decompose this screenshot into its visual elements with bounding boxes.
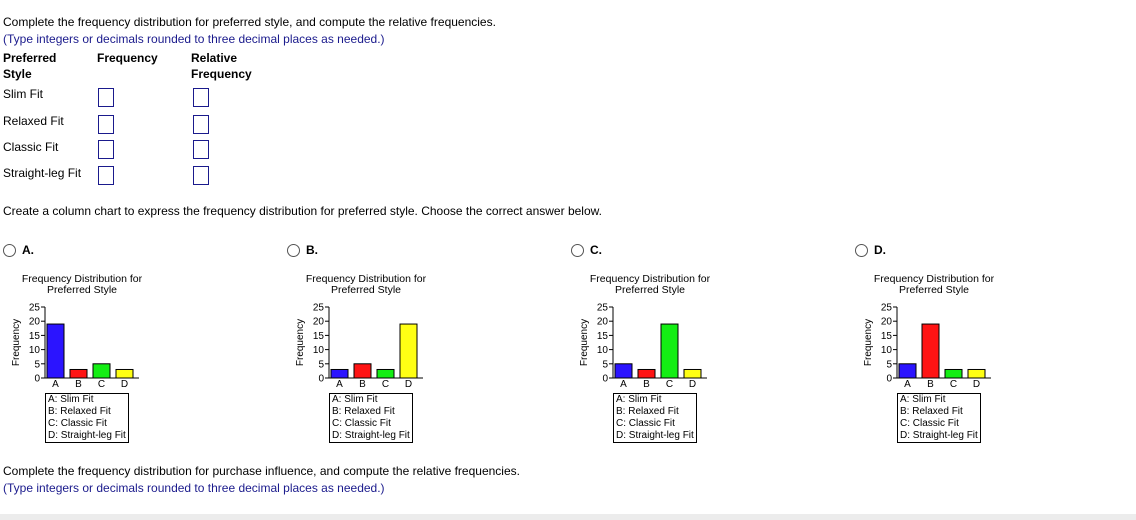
chart-c-ytick-label: 20 <box>596 316 608 328</box>
legend-a-item-4: D: Straight-leg Fit <box>48 430 126 441</box>
radio-a[interactable] <box>3 244 16 257</box>
legend-c-item-4: D: Straight-leg Fit <box>616 430 694 441</box>
option-a-label[interactable]: A. <box>22 243 34 257</box>
relative-frequency-input-slim-fit[interactable] <box>193 88 209 107</box>
header-relfreq-line2: Frequency <box>191 67 252 81</box>
chart-c-category-label: C <box>665 379 674 390</box>
chart-d-ytick-label: 15 <box>880 330 892 342</box>
option-b-label[interactable]: B. <box>306 243 318 257</box>
chart-c-bar-b <box>638 369 655 378</box>
option-c-label[interactable]: C. <box>590 243 602 257</box>
legend-d-item-4: D: Straight-leg Fit <box>900 430 978 441</box>
chart-d-ylabel: Frequency <box>863 318 874 367</box>
chart-d <box>852 294 1002 392</box>
radio-c[interactable] <box>571 244 584 257</box>
table-header-style <box>3 50 56 82</box>
chart-b-bar-a <box>331 369 348 378</box>
chart-a-title-line1: Frequency Distribution for <box>21 273 143 285</box>
chart-d-category-label: D <box>972 379 981 390</box>
legend-c-item-1: A: Slim Fit <box>616 394 662 405</box>
chart-b-title-line1: Frequency Distribution for <box>305 273 427 285</box>
chart-c-ytick-label: 25 <box>596 302 608 314</box>
radio-d[interactable] <box>855 244 868 257</box>
legend-b-item-2: B: Relaxed Fit <box>332 406 395 417</box>
header-style-line2: Style <box>3 67 32 81</box>
chart-b-bar-c <box>377 369 394 378</box>
question-instruction: (Type integers or decimals rounded to three decimal places as needed.) <box>3 32 385 46</box>
frequency-input-straight-leg-fit[interactable] <box>98 166 114 185</box>
chart-c-legend <box>613 393 697 443</box>
chart-a-ytick-label: 20 <box>28 316 40 328</box>
chart-a-ytick-label: 25 <box>28 302 40 314</box>
chart-b-category-label: A <box>336 379 343 390</box>
legend-c-item-3: C: Classic Fit <box>616 418 675 429</box>
chart-b-ytick-label: 25 <box>312 302 324 314</box>
legend-b-item-4: D: Straight-leg Fit <box>332 430 410 441</box>
header-style-line1: Preferred <box>3 51 57 65</box>
chart-c-category-label: B <box>643 379 650 390</box>
chart-d-category-label: B <box>927 379 934 390</box>
chart-a <box>0 294 150 392</box>
next-question-prompt: Complete the frequency distribution for purchase influence, and compute the relative frequencies. <box>3 464 520 478</box>
chart-d-bar-b <box>922 324 939 378</box>
next-question-instruction: (Type integers or decimals rounded to three decimal places as needed.) <box>3 481 385 495</box>
chart-prompt: Create a column chart to express the frequency distribution for preferred style. Choose the correct answer below. <box>3 204 602 218</box>
chart-b-category-label: C <box>381 379 390 390</box>
chart-b-ytick-label: 10 <box>312 345 324 357</box>
frequency-input-slim-fit[interactable] <box>98 88 114 107</box>
chart-d-bar-a <box>899 364 916 378</box>
chart-b-bar-d <box>400 324 417 378</box>
legend-c-item-2: B: Relaxed Fit <box>616 406 679 417</box>
chart-a-category-label: B <box>75 379 82 390</box>
relative-frequency-input-relaxed-fit[interactable] <box>193 115 209 134</box>
chart-b-category-label: B <box>359 379 366 390</box>
question-prompt: Complete the frequency distribution for preferred style, and compute the relative frequencies. <box>3 15 496 29</box>
chart-d-title-line2: Preferred Style <box>898 284 970 296</box>
chart-b-bar-b <box>354 364 371 378</box>
legend-a-item-1: A: Slim Fit <box>48 394 94 405</box>
chart-d-ytick-label: 20 <box>880 316 892 328</box>
legend-b-item-3: C: Classic Fit <box>332 418 391 429</box>
chart-d-legend <box>897 393 981 443</box>
row-label-slim-fit: Slim Fit <box>3 87 43 101</box>
chart-b-ylabel: Frequency <box>295 318 306 367</box>
chart-a-legend <box>45 393 129 443</box>
chart-c-ylabel: Frequency <box>579 318 590 367</box>
chart-b <box>284 294 434 392</box>
chart-a-ylabel: Frequency <box>11 318 22 367</box>
row-label-classic-fit: Classic Fit <box>3 140 59 154</box>
radio-b[interactable] <box>287 244 300 257</box>
chart-b-ytick-label: 15 <box>312 330 324 342</box>
chart-a-ytick-label: 0 <box>34 373 40 385</box>
table-header-frequency: Frequency <box>97 51 158 65</box>
chart-d-category-label: A <box>904 379 911 390</box>
legend-a-item-2: B: Relaxed Fit <box>48 406 111 417</box>
chart-a-category-label: A <box>52 379 59 390</box>
chart-c-ytick-label: 15 <box>596 330 608 342</box>
chart-a-ytick-label: 15 <box>28 330 40 342</box>
chart-c-title-line2: Preferred Style <box>614 284 686 296</box>
chart-d-ytick-label: 25 <box>880 302 892 314</box>
chart-c-ytick-label: 0 <box>602 373 608 385</box>
chart-c-category-label: D <box>688 379 697 390</box>
chart-c-bar-a <box>615 364 632 378</box>
chart-b-title <box>276 274 456 296</box>
chart-c <box>568 294 718 392</box>
chart-a-bar-d <box>116 369 133 378</box>
chart-a-bar-b <box>70 369 87 378</box>
legend-d-item-2: B: Relaxed Fit <box>900 406 963 417</box>
chart-d-title <box>844 274 1024 296</box>
frequency-input-relaxed-fit[interactable] <box>98 115 114 134</box>
chart-b-category-label: D <box>404 379 413 390</box>
chart-d-category-label: C <box>949 379 958 390</box>
chart-c-title <box>560 274 740 296</box>
chart-d-ytick-label: 5 <box>886 359 892 371</box>
chart-c-ytick-label: 5 <box>602 359 608 371</box>
relative-frequency-input-straight-leg-fit[interactable] <box>193 166 209 185</box>
legend-a-item-3: C: Classic Fit <box>48 418 107 429</box>
chart-a-title <box>0 274 172 296</box>
chart-c-bar-d <box>684 369 701 378</box>
chart-c-title-line1: Frequency Distribution for <box>589 273 711 285</box>
row-label-straight-leg-fit: Straight-leg Fit <box>3 166 82 180</box>
chart-d-bar-c <box>945 369 962 378</box>
frequency-input-classic-fit[interactable] <box>98 140 114 159</box>
chart-a-category-label: D <box>120 379 129 390</box>
chart-c-bar-c <box>661 324 678 378</box>
chart-d-bar-d <box>968 369 985 378</box>
chart-a-category-label: C <box>97 379 106 390</box>
chart-a-ytick-label: 5 <box>34 359 40 371</box>
legend-b-item-1: A: Slim Fit <box>332 394 378 405</box>
table-header-relative-frequency <box>191 50 252 82</box>
chart-d-title-line1: Frequency Distribution for <box>873 273 995 285</box>
chart-a-bar-c <box>93 364 110 378</box>
chart-b-legend <box>329 393 413 443</box>
chart-b-title-line2: Preferred Style <box>330 284 402 296</box>
chart-a-title-line2: Preferred Style <box>46 284 118 296</box>
chart-a-ytick-label: 10 <box>28 345 40 357</box>
relative-frequency-input-classic-fit[interactable] <box>193 140 209 159</box>
chart-d-ytick-label: 0 <box>886 373 892 385</box>
chart-a-bar-a <box>47 324 64 378</box>
chart-d-ytick-label: 10 <box>880 345 892 357</box>
chart-c-ytick-label: 10 <box>596 345 608 357</box>
chart-b-ytick-label: 0 <box>318 373 324 385</box>
chart-c-category-label: A <box>620 379 627 390</box>
chart-b-ytick-label: 20 <box>312 316 324 328</box>
legend-d-item-3: C: Classic Fit <box>900 418 959 429</box>
chart-b-ytick-label: 5 <box>318 359 324 371</box>
header-relfreq-line1: Relative <box>191 51 238 65</box>
legend-d-item-1: A: Slim Fit <box>900 394 946 405</box>
option-d-label[interactable]: D. <box>874 243 886 257</box>
row-label-relaxed-fit: Relaxed Fit <box>3 114 64 128</box>
bottom-scroll-area <box>0 514 1136 520</box>
